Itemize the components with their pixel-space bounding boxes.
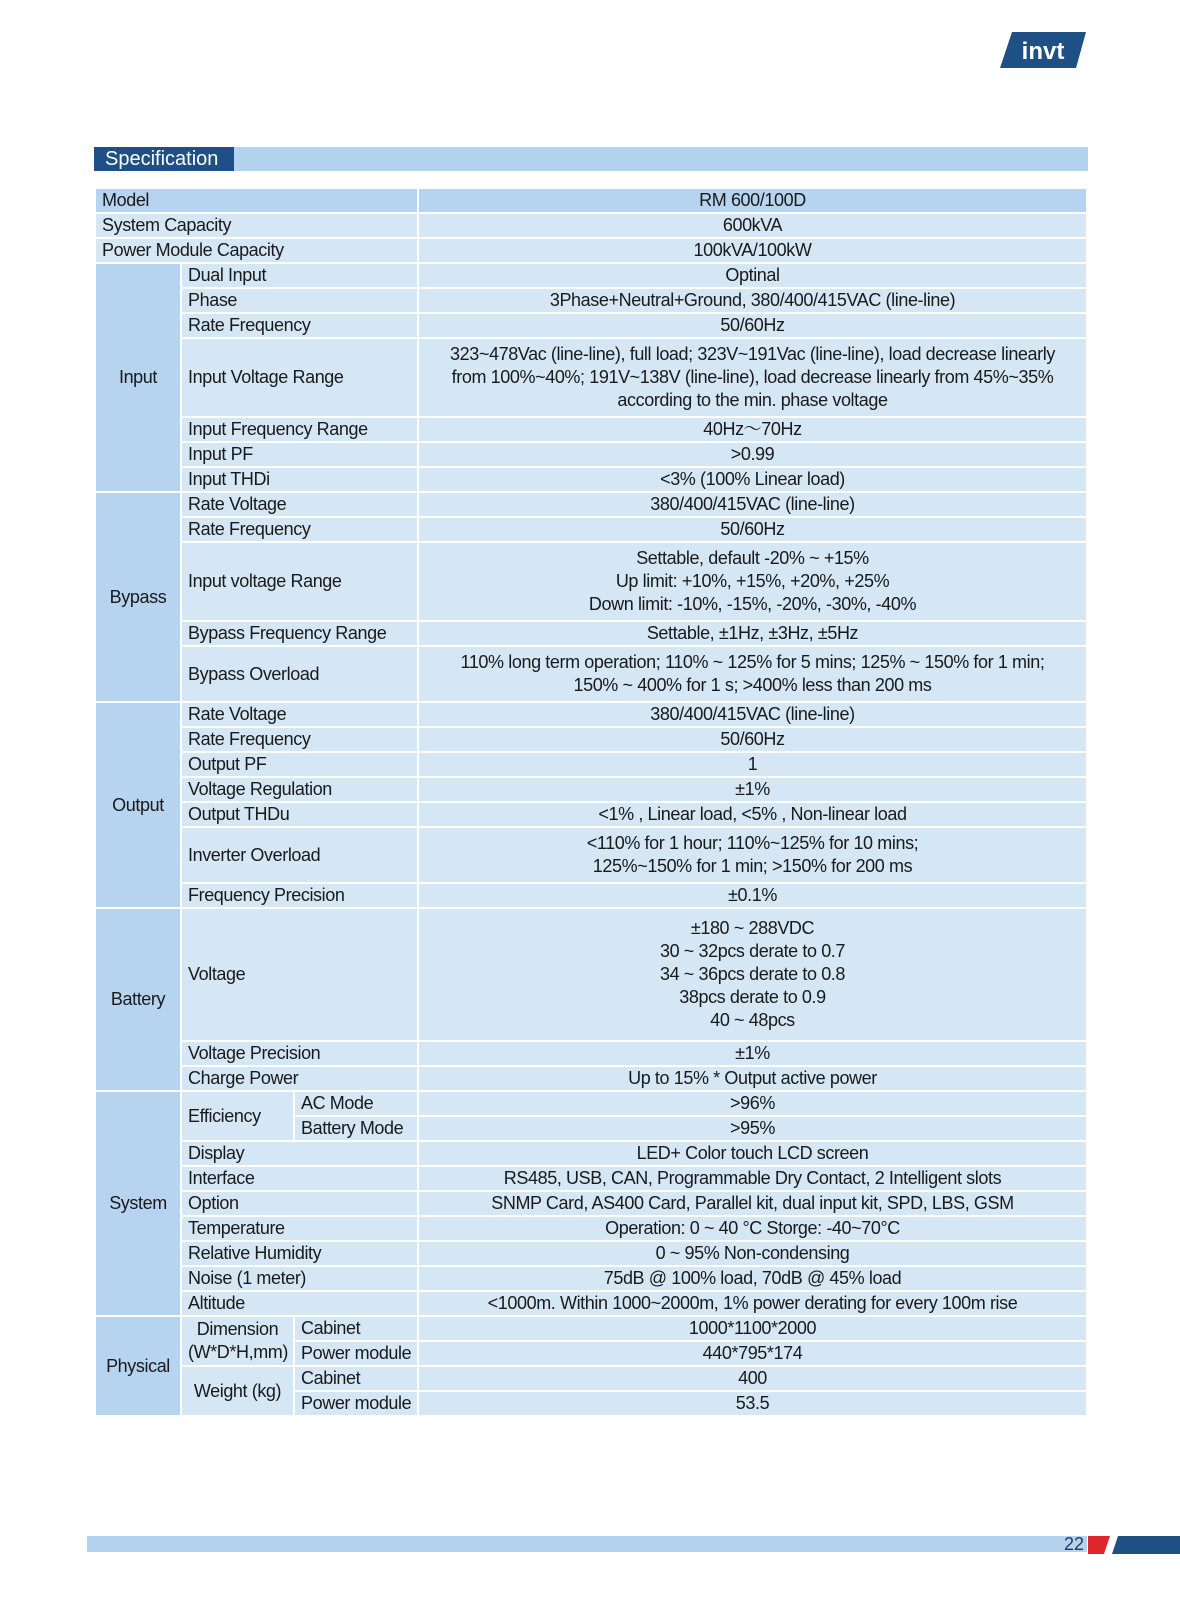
row-value: Optinal xyxy=(418,263,1087,288)
row-label: Rate Frequency xyxy=(181,727,418,752)
table-row xyxy=(95,517,1087,542)
table-row xyxy=(95,263,1087,288)
table-row xyxy=(95,213,1087,238)
table-row xyxy=(95,1166,1087,1191)
row-value: >95% xyxy=(418,1116,1087,1141)
table-row xyxy=(95,777,1087,802)
sub-label: Battery Mode xyxy=(294,1116,418,1141)
row-label: Inverter Overload xyxy=(181,827,418,883)
row-value: LED+ Color touch LCD screen xyxy=(418,1141,1087,1166)
row-value: 380/400/415VAC (line-line) xyxy=(418,492,1087,517)
row-label: Output THDu xyxy=(181,802,418,827)
row-label: Voltage Regulation xyxy=(181,777,418,802)
sub-label: AC Mode xyxy=(294,1091,418,1116)
logo-text: invt xyxy=(1021,38,1065,65)
row-label: Efficiency xyxy=(181,1091,294,1141)
row-label: Temperature xyxy=(181,1216,418,1241)
table-row xyxy=(95,288,1087,313)
row-value: >0.99 xyxy=(418,442,1087,467)
row-value: ±0.1% xyxy=(418,883,1087,908)
group-bypass: Bypass xyxy=(95,492,181,702)
value-line: Up limit: +10%, +15%, +20%, +25% xyxy=(615,571,890,591)
weight-label: Weight (kg) xyxy=(181,1366,294,1416)
table-row xyxy=(95,1141,1087,1166)
row-label: Input voltage Range xyxy=(181,542,418,621)
table-row xyxy=(95,238,1087,263)
value-line: ±180 ~ 288VDC xyxy=(690,918,815,938)
table-row xyxy=(95,1266,1087,1291)
row-value: 53.5 xyxy=(418,1391,1087,1416)
table-row xyxy=(95,338,1087,417)
row-label: Power Module Capacity xyxy=(95,238,418,263)
row-value: 1 xyxy=(418,752,1087,777)
sub-label: Cabinet xyxy=(294,1366,418,1391)
row-value: SNMP Card, AS400 Card, Parallel kit, dual input kit, SPD, LBS, GSM xyxy=(418,1191,1087,1216)
row-value: <3% (100% Linear load) xyxy=(418,467,1087,492)
row-value: 440*795*174 xyxy=(418,1341,1087,1366)
value-line: 125%~150% for 1 min; >150% for 200 ms xyxy=(592,856,913,876)
row-label: System Capacity xyxy=(95,213,418,238)
row-value: 40Hz～70Hz xyxy=(418,417,1087,442)
section-header-bar xyxy=(94,147,1088,171)
table-row xyxy=(95,1091,1087,1116)
row-label: Output PF xyxy=(181,752,418,777)
row-label: Rate Frequency xyxy=(181,517,418,542)
table-row xyxy=(95,1291,1087,1316)
row-value xyxy=(418,542,1087,621)
row-value: 75dB @ 100% load, 70dB @ 45% load xyxy=(418,1266,1087,1291)
table-row xyxy=(95,492,1087,517)
table-row xyxy=(95,542,1087,621)
row-value xyxy=(418,646,1087,702)
row-label: Phase xyxy=(181,288,418,313)
row-value: 0 ~ 95% Non-condensing xyxy=(418,1241,1087,1266)
row-value: 100kVA/100kW xyxy=(418,238,1087,263)
sub-label: Cabinet xyxy=(294,1316,418,1341)
table-row xyxy=(95,1066,1087,1091)
row-value: <1000m. Within 1000~2000m, 1% power derating for every 100m rise xyxy=(418,1291,1087,1316)
row-label: Option xyxy=(181,1191,418,1216)
row-label: Voltage Precision xyxy=(181,1041,418,1066)
row-label: Input Frequency Range xyxy=(181,417,418,442)
value-line: 110% long term operation; 110% ~ 125% for 5 mins; 125% ~ 150% for 1 min; xyxy=(460,652,1045,672)
dimension-line: Dimension xyxy=(196,1319,279,1339)
row-label: Bypass Frequency Range xyxy=(181,621,418,646)
group-system: System xyxy=(95,1091,181,1316)
sub-label: Power module xyxy=(294,1391,418,1416)
row-value: Operation: 0 ~ 40 °C Storge: -40~70°C xyxy=(418,1216,1087,1241)
row-value: RM 600/100D xyxy=(418,188,1087,213)
value-line: Settable, default -20% ~ +15% xyxy=(636,548,869,568)
table-row xyxy=(95,702,1087,727)
row-label: Rate Voltage xyxy=(181,492,418,517)
row-value: Up to 15% * Output active power xyxy=(418,1066,1087,1091)
table-row xyxy=(95,908,1087,1041)
row-value: 323~478Vac (line-line), full load; 323V~191Vac (line-line), load decrease linearly from 100%~40%; 191V~138V (line-line), load decrease linearly from 45%~35% according to the min. phase voltage xyxy=(418,338,1087,417)
row-value xyxy=(418,908,1087,1041)
page-number: 22 xyxy=(1063,1534,1084,1554)
table-row xyxy=(95,417,1087,442)
row-label: Model xyxy=(95,188,418,213)
row-label: Charge Power xyxy=(181,1066,418,1091)
value-line: 150% ~ 400% for 1 s; >400% less than 200 ms xyxy=(573,675,932,695)
table-row xyxy=(95,1241,1087,1266)
group-input: Input xyxy=(95,263,181,492)
specification-table xyxy=(94,187,1088,1417)
row-label: Interface xyxy=(181,1166,418,1191)
value-line: 34 ~ 36pcs derate to 0.8 xyxy=(659,964,846,984)
table-row xyxy=(95,442,1087,467)
value-line: <110% for 1 hour; 110%~125% for 10 mins; xyxy=(586,833,919,853)
group-battery: Battery xyxy=(95,908,181,1091)
row-value: 380/400/415VAC (line-line) xyxy=(418,702,1087,727)
row-label: Relative Humidity xyxy=(181,1241,418,1266)
row-label: Input Voltage Range xyxy=(181,338,418,417)
row-label: Noise (1 meter) xyxy=(181,1266,418,1291)
row-label: Dual Input xyxy=(181,263,418,288)
table-row xyxy=(95,827,1087,883)
table-row xyxy=(95,752,1087,777)
table-row xyxy=(95,1316,1087,1341)
value-line: 40 ~ 48pcs xyxy=(710,1010,795,1030)
table-row xyxy=(95,883,1087,908)
row-value: 50/60Hz xyxy=(418,313,1087,338)
row-value: 400 xyxy=(418,1366,1087,1391)
row-label: Rate Frequency xyxy=(181,313,418,338)
row-value: ±1% xyxy=(418,1041,1087,1066)
sub-label: Power module xyxy=(294,1341,418,1366)
row-value: 600kVA xyxy=(418,213,1087,238)
group-physical: Physical xyxy=(95,1316,181,1416)
footer-accent-shape xyxy=(1088,1534,1180,1554)
value-line: 30 ~ 32pcs derate to 0.7 xyxy=(659,941,846,961)
row-value: Settable, ±1Hz, ±3Hz, ±5Hz xyxy=(418,621,1087,646)
row-label: Input PF xyxy=(181,442,418,467)
row-value: 1000*1100*2000 xyxy=(418,1316,1087,1341)
row-label: Input THDi xyxy=(181,467,418,492)
value-line: Down limit: -10%, -15%, -20%, -30%, -40% xyxy=(588,594,917,614)
row-value xyxy=(418,827,1087,883)
table-row xyxy=(95,1366,1087,1391)
table-row xyxy=(95,621,1087,646)
section-title: Specification xyxy=(94,147,234,171)
row-value: 3Phase+Neutral+Ground, 380/400/415VAC (line-line) xyxy=(418,288,1087,313)
table-row xyxy=(95,646,1087,702)
table-row xyxy=(95,467,1087,492)
value-line: 38pcs derate to 0.9 xyxy=(679,987,826,1007)
dimension-label xyxy=(181,1316,294,1366)
group-output: Output xyxy=(95,702,181,908)
row-value: ±1% xyxy=(418,777,1087,802)
invt-logo xyxy=(998,30,1088,70)
table-row xyxy=(95,727,1087,752)
table-row xyxy=(95,313,1087,338)
row-label: Voltage xyxy=(181,908,418,1041)
table-row xyxy=(95,1191,1087,1216)
table-row xyxy=(95,1216,1087,1241)
row-value: <1% , Linear load, <5% , Non-linear load xyxy=(418,802,1087,827)
footer-bar xyxy=(87,1536,1087,1552)
row-label: Altitude xyxy=(181,1291,418,1316)
row-label: Frequency Precision xyxy=(181,883,418,908)
row-value: >96% xyxy=(418,1091,1087,1116)
table-row xyxy=(95,188,1087,213)
row-label: Bypass Overload xyxy=(181,646,418,702)
row-label: Rate Voltage xyxy=(181,702,418,727)
table-row xyxy=(95,802,1087,827)
dimension-line: (W*D*H,mm) xyxy=(188,1342,288,1362)
row-value: 50/60Hz xyxy=(418,727,1087,752)
row-label: Display xyxy=(181,1141,418,1166)
row-value: RS485, USB, CAN, Programmable Dry Contact, 2 Intelligent slots xyxy=(418,1166,1087,1191)
table-row xyxy=(95,1041,1087,1066)
row-value: 50/60Hz xyxy=(418,517,1087,542)
